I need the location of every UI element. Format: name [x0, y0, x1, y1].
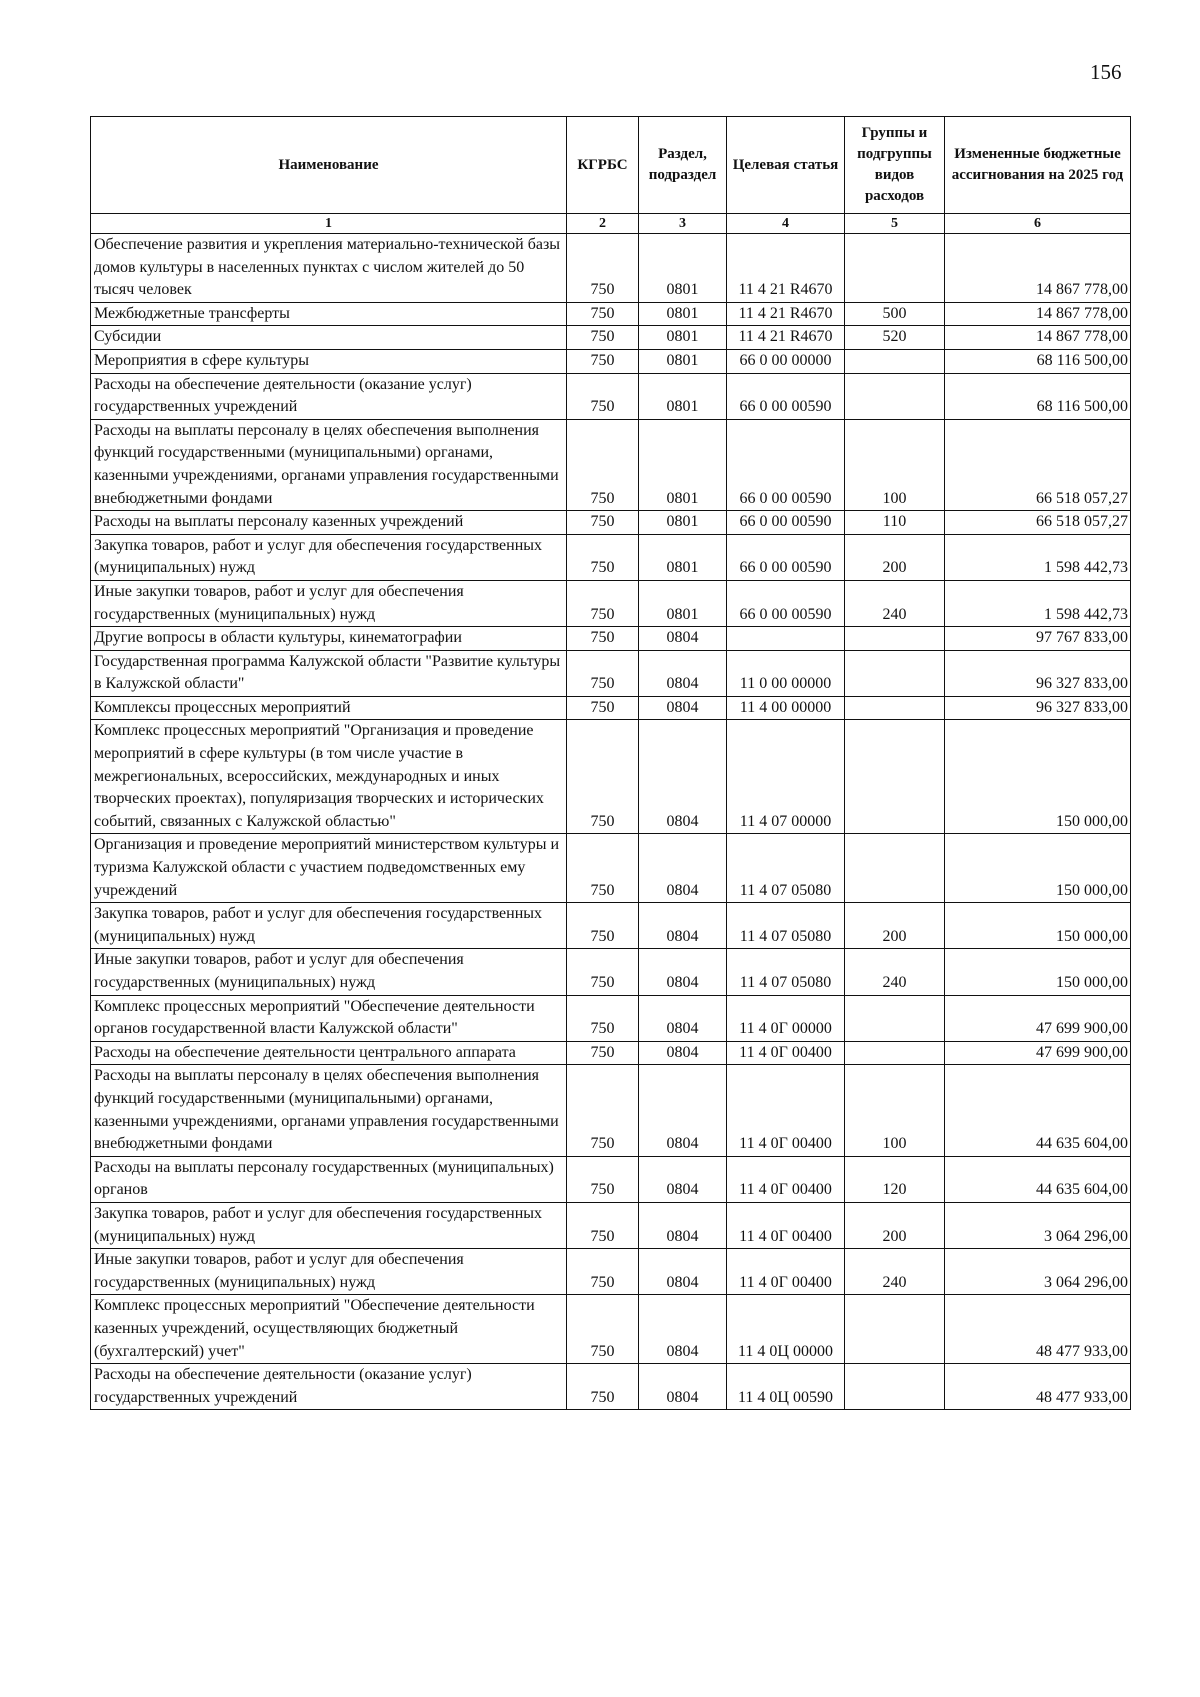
row-article: 11 4 0Г 00400: [727, 1065, 845, 1156]
row-amount: 66 518 057,27: [945, 511, 1131, 535]
row-article: 11 4 21 R4670: [727, 326, 845, 350]
row-section: 0804: [639, 696, 727, 720]
table-row: [91, 627, 1131, 651]
row-article: 11 4 0Ц 00000: [727, 1295, 845, 1364]
table-row: [91, 1156, 1131, 1202]
row-article: 11 4 0Г 00400: [727, 1202, 845, 1248]
row-amount: 150 000,00: [945, 949, 1131, 995]
row-kgrbs: 750: [567, 511, 639, 535]
table-row: [91, 903, 1131, 949]
row-kgrbs: 750: [567, 1156, 639, 1202]
row-section: 0804: [639, 1364, 727, 1410]
row-group: [845, 995, 945, 1041]
row-group: 240: [845, 1249, 945, 1295]
row-amount: 14 867 778,00: [945, 234, 1131, 303]
row-name: Организация и проведение мероприятий министерством культуры и туризма Калужской области с участием подведомственных ему учреждений: [91, 834, 567, 903]
row-kgrbs: 750: [567, 1249, 639, 1295]
table-row: [91, 720, 1131, 834]
row-name: Субсидии: [91, 326, 567, 350]
row-name: Комплекс процессных мероприятий "Обеспечение деятельности казенных учреждений, осуществляющих бюджетный (бухгалтерский) учет": [91, 1295, 567, 1364]
row-section: 0804: [639, 650, 727, 696]
row-article: 66 0 00 00000: [727, 349, 845, 373]
row-name: Расходы на обеспечение деятельности (оказание услуг) государственных учреждений: [91, 373, 567, 419]
row-article: 11 4 07 05080: [727, 834, 845, 903]
row-kgrbs: 750: [567, 903, 639, 949]
table-row: [91, 995, 1131, 1041]
row-group: [845, 627, 945, 651]
row-article: 11 4 0Г 00400: [727, 1041, 845, 1065]
row-amount: 3 064 296,00: [945, 1202, 1131, 1248]
table-row: [91, 349, 1131, 373]
row-group: 100: [845, 419, 945, 510]
row-group: [845, 349, 945, 373]
table-row: [91, 326, 1131, 350]
row-article: 66 0 00 00590: [727, 419, 845, 510]
page-number: 156: [1090, 60, 1122, 84]
row-name: Комплекс процессных мероприятий "Обеспечение деятельности органов государственной власти Калужской области": [91, 995, 567, 1041]
row-amount: 66 518 057,27: [945, 419, 1131, 510]
row-section: 0801: [639, 511, 727, 535]
table-row: [91, 834, 1131, 903]
row-name: Комплексы процессных мероприятий: [91, 696, 567, 720]
row-amount: 47 699 900,00: [945, 995, 1131, 1041]
row-kgrbs: 750: [567, 302, 639, 326]
row-name: Закупка товаров, работ и услуг для обеспечения государственных (муниципальных) нужд: [91, 534, 567, 580]
table-row: [91, 419, 1131, 510]
row-group: 200: [845, 1202, 945, 1248]
row-kgrbs: 750: [567, 580, 639, 626]
header-row: [91, 117, 1131, 214]
row-amount: 150 000,00: [945, 903, 1131, 949]
row-kgrbs: 750: [567, 373, 639, 419]
row-name: Расходы на обеспечение деятельности центрального аппарата: [91, 1041, 567, 1065]
table-row: [91, 302, 1131, 326]
header-article: Целевая статья: [727, 117, 845, 214]
table-row: [91, 1202, 1131, 1248]
row-kgrbs: 750: [567, 234, 639, 303]
row-kgrbs: 750: [567, 720, 639, 834]
row-kgrbs: 750: [567, 650, 639, 696]
row-amount: 44 635 604,00: [945, 1065, 1131, 1156]
row-article: 11 4 00 00000: [727, 696, 845, 720]
row-group: 100: [845, 1065, 945, 1156]
header-amount: Измененные бюджетные ассигнования на 2025 год: [945, 117, 1131, 214]
table-row: [91, 1065, 1131, 1156]
row-article: 11 4 21 R4670: [727, 302, 845, 326]
row-amount: 97 767 833,00: [945, 627, 1131, 651]
table-row: [91, 1249, 1131, 1295]
column-number: 1: [91, 214, 567, 234]
row-kgrbs: 750: [567, 949, 639, 995]
row-section: 0804: [639, 1202, 727, 1248]
row-name: Закупка товаров, работ и услуг для обеспечения государственных (муниципальных) нужд: [91, 1202, 567, 1248]
row-name: Иные закупки товаров, работ и услуг для обеспечения государственных (муниципальных) нужд: [91, 949, 567, 995]
row-group: 200: [845, 903, 945, 949]
row-amount: 47 699 900,00: [945, 1041, 1131, 1065]
row-group: 200: [845, 534, 945, 580]
row-group: 520: [845, 326, 945, 350]
row-section: 0804: [639, 720, 727, 834]
row-section: 0804: [639, 1249, 727, 1295]
row-section: 0801: [639, 234, 727, 303]
row-article: 11 4 0Г 00000: [727, 995, 845, 1041]
row-kgrbs: 750: [567, 995, 639, 1041]
table-row: [91, 234, 1131, 303]
row-group: 240: [845, 580, 945, 626]
row-section: 0804: [639, 1295, 727, 1364]
row-group: [845, 1295, 945, 1364]
row-amount: 96 327 833,00: [945, 696, 1131, 720]
row-name: Расходы на выплаты персоналу в целях обеспечения выполнения функций государственными (муниципальными) органами, казенными учреждениями, органами управления государственными внебюджетными фондами: [91, 1065, 567, 1156]
row-section: 0801: [639, 419, 727, 510]
header-section: Раздел, подраздел: [639, 117, 727, 214]
row-section: 0804: [639, 949, 727, 995]
row-amount: 14 867 778,00: [945, 302, 1131, 326]
row-kgrbs: 750: [567, 349, 639, 373]
row-name: Другие вопросы в области культуры, кинематографии: [91, 627, 567, 651]
row-name: Государственная программа Калужской области "Развитие культуры в Калужской области": [91, 650, 567, 696]
row-section: 0804: [639, 627, 727, 651]
row-group: [845, 234, 945, 303]
budget-table: [90, 116, 1131, 1410]
row-section: 0801: [639, 580, 727, 626]
column-number: 5: [845, 214, 945, 234]
table-row: [91, 511, 1131, 535]
row-section: 0804: [639, 903, 727, 949]
row-kgrbs: 750: [567, 1041, 639, 1065]
row-article: 66 0 00 00590: [727, 580, 845, 626]
row-kgrbs: 750: [567, 627, 639, 651]
row-kgrbs: 750: [567, 1065, 639, 1156]
row-amount: 48 477 933,00: [945, 1295, 1131, 1364]
row-group: [845, 1364, 945, 1410]
row-name: Комплекс процессных мероприятий "Организация и проведение мероприятий в сфере культуры (в том числе участие в межрегиональных, всероссийских, международных и иных творческих проектах), популяризация творческих и исторических событий, связанных с Калужской областью": [91, 720, 567, 834]
row-name: Иные закупки товаров, работ и услуг для обеспечения государственных (муниципальных) нужд: [91, 580, 567, 626]
row-amount: 3 064 296,00: [945, 1249, 1131, 1295]
header-kgrbs: КГРБС: [567, 117, 639, 214]
row-article: 11 4 0Ц 00590: [727, 1364, 845, 1410]
row-amount: 150 000,00: [945, 720, 1131, 834]
row-section: 0801: [639, 349, 727, 373]
row-article: 11 4 07 00000: [727, 720, 845, 834]
table-row: [91, 1364, 1131, 1410]
row-kgrbs: 750: [567, 1202, 639, 1248]
row-kgrbs: 750: [567, 1295, 639, 1364]
table-row: [91, 1295, 1131, 1364]
table-row: [91, 949, 1131, 995]
row-group: [845, 696, 945, 720]
row-amount: 96 327 833,00: [945, 650, 1131, 696]
row-name: Расходы на выплаты персоналу государственных (муниципальных) органов: [91, 1156, 567, 1202]
row-group: [845, 650, 945, 696]
row-group: [845, 834, 945, 903]
row-section: 0801: [639, 302, 727, 326]
row-amount: 1 598 442,73: [945, 534, 1131, 580]
row-article: 11 4 21 R4670: [727, 234, 845, 303]
table-row: [91, 373, 1131, 419]
row-amount: 48 477 933,00: [945, 1364, 1131, 1410]
column-number: 4: [727, 214, 845, 234]
row-name: Расходы на выплаты персоналу казенных учреждений: [91, 511, 567, 535]
row-kgrbs: 750: [567, 696, 639, 720]
row-group: [845, 373, 945, 419]
column-number: 6: [945, 214, 1131, 234]
row-amount: 68 116 500,00: [945, 349, 1131, 373]
row-section: 0804: [639, 1065, 727, 1156]
row-section: 0804: [639, 1041, 727, 1065]
column-number-row: [91, 214, 1131, 234]
row-kgrbs: 750: [567, 326, 639, 350]
row-amount: 150 000,00: [945, 834, 1131, 903]
row-group: [845, 1041, 945, 1065]
table-row: [91, 580, 1131, 626]
row-amount: 14 867 778,00: [945, 326, 1131, 350]
row-article: 66 0 00 00590: [727, 511, 845, 535]
row-article: [727, 627, 845, 651]
row-name: Иные закупки товаров, работ и услуг для обеспечения государственных (муниципальных) нужд: [91, 1249, 567, 1295]
row-article: 11 4 07 05080: [727, 949, 845, 995]
column-number: 3: [639, 214, 727, 234]
row-name: Обеспечение развития и укрепления материально-технической базы домов культуры в населенных пунктах с числом жителей до 50 тысяч человек: [91, 234, 567, 303]
row-name: Мероприятия в сфере культуры: [91, 349, 567, 373]
table-row: [91, 696, 1131, 720]
row-section: 0804: [639, 834, 727, 903]
row-amount: 68 116 500,00: [945, 373, 1131, 419]
header-name: Наименование: [91, 117, 567, 214]
table-row: [91, 650, 1131, 696]
row-section: 0801: [639, 534, 727, 580]
row-article: 66 0 00 00590: [727, 373, 845, 419]
column-number: 2: [567, 214, 639, 234]
row-amount: 1 598 442,73: [945, 580, 1131, 626]
row-group: 120: [845, 1156, 945, 1202]
row-kgrbs: 750: [567, 1364, 639, 1410]
table-row: [91, 534, 1131, 580]
row-group: [845, 720, 945, 834]
row-article: 11 4 0Г 00400: [727, 1156, 845, 1202]
row-article: 11 4 0Г 00400: [727, 1249, 845, 1295]
row-kgrbs: 750: [567, 419, 639, 510]
row-kgrbs: 750: [567, 834, 639, 903]
header-group: Группы и подгруппы видов расходов: [845, 117, 945, 214]
row-name: Расходы на выплаты персоналу в целях обеспечения выполнения функций государственными (муниципальными) органами, казенными учреждениями, органами управления государственными внебюджетными фондами: [91, 419, 567, 510]
row-article: 11 0 00 00000: [727, 650, 845, 696]
row-section: 0804: [639, 995, 727, 1041]
table-row: [91, 1041, 1131, 1065]
row-group: 500: [845, 302, 945, 326]
row-group: 240: [845, 949, 945, 995]
row-name: Межбюджетные трансферты: [91, 302, 567, 326]
row-amount: 44 635 604,00: [945, 1156, 1131, 1202]
row-name: Расходы на обеспечение деятельности (оказание услуг) государственных учреждений: [91, 1364, 567, 1410]
row-section: 0804: [639, 1156, 727, 1202]
row-group: 110: [845, 511, 945, 535]
row-section: 0801: [639, 326, 727, 350]
row-article: 11 4 07 05080: [727, 903, 845, 949]
row-kgrbs: 750: [567, 534, 639, 580]
row-article: 66 0 00 00590: [727, 534, 845, 580]
row-name: Закупка товаров, работ и услуг для обеспечения государственных (муниципальных) нужд: [91, 903, 567, 949]
row-section: 0801: [639, 373, 727, 419]
